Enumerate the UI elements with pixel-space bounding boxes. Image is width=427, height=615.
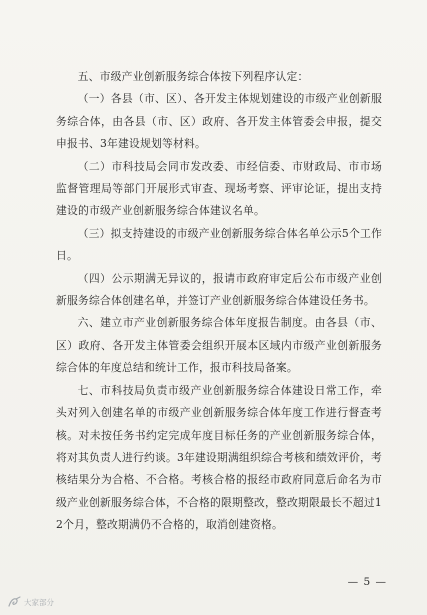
page-number: — 5 —: [347, 576, 387, 588]
paragraph-step-2: （二）市科技局会同市发改委、市经信委、市财政局、市市场监督管理局等部门开展形式审查、现场考察、评审论证，提出支持建设的市级产业创新服务综合体建议名单。: [56, 159, 382, 218]
paragraph-step-1: （一）各县（市、区）、各开发主体规划建设的市级产业创新服务综合体，由各县（市、区）政府、各开发主体管委会申报，提交申报书、3年建设规划等材料。: [56, 92, 382, 151]
paragraph-section-6: 六、建立市产业创新服务综合体年度报告制度。由各县（市、区）政府、各开发主体管委会组织开展本区域内市级产业创新服务综合体的年度总结和统计工作，报市科技局备案。: [56, 316, 382, 375]
watermark-logo-icon: [8, 596, 22, 608]
paragraph-step-4: （四）公示期满无异议的，报请市政府审定后公布市级产业创新服务综合体创建名单，并签订产业创新服务综合体建设任务书。: [56, 271, 382, 308]
paragraph-section-5-heading: 五、市级产业创新服务综合体按下列程序认定：: [77, 70, 309, 83]
paragraph-step-3: （三）拟支持建设的市级产业创新服务综合体名单公示5个工作日。: [56, 226, 382, 263]
document-body: [56, 66, 382, 537]
watermark: [8, 596, 54, 608]
watermark-text: 大家部分: [24, 597, 54, 607]
paragraph-section-7: 七、市科技局负责市级产业创新服务综合体建设日常工作，牵头对列入创建名单的市级产业创新服务综合体年度工作进行督查考核。对未按任务书约定完成年度目标任务的产业创新服务综合体，将对其负责人进行约谈。3年建设期满组织综合考核和绩效评价，考核结果分为合格、不合格。考核合格的报经市政府同意后命名为市级产业创新服务综合体，不合格的限期整改，整改期限最长不超过12个月，整改期满仍不合格的，取消创建资格。: [56, 383, 382, 532]
